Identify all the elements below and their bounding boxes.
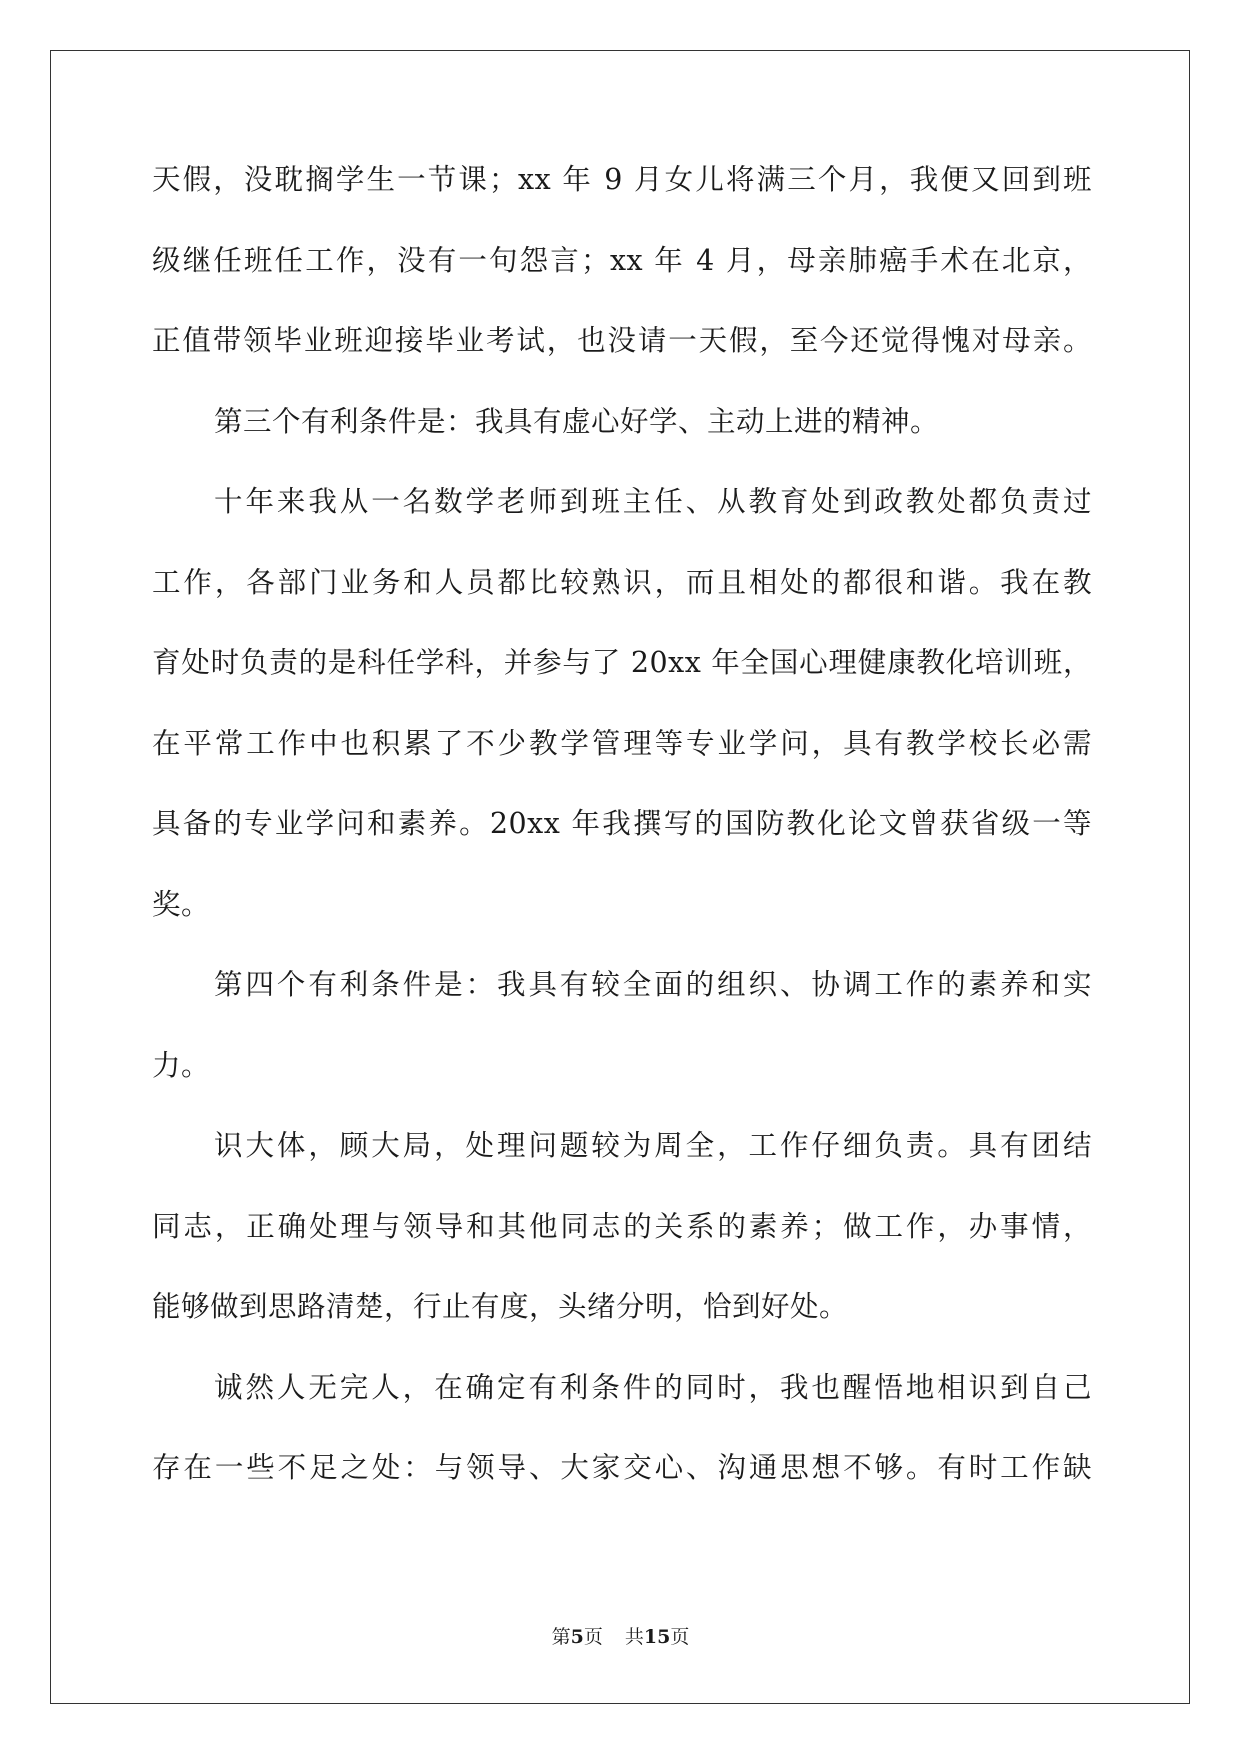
current-page-number: 5	[570, 1626, 584, 1648]
document-body	[152, 160, 1092, 1529]
text-line: 识大体，顾大局，处理问题较为周全，工作仔细负责。具有团结	[214, 1129, 1092, 1162]
text-line: 诚然人无完人，在确定有利条件的同时，我也醒悟地相识到自己	[214, 1370, 1092, 1404]
text-line: 级继任班任工作，没有一句怨言；xx 年 4 月，母亲肺癌手术在北京，	[152, 243, 1092, 277]
text-line: 育处时负责的是科任学科，并参与了 20xx 年全国心理健康教化培训班，	[152, 646, 1092, 679]
page-footer	[0, 1625, 1241, 1649]
paragraph-heading: 第四个有利条件是：我具有较全面的组织、协调工作的素养和实	[214, 968, 1092, 1001]
text-line: 同志，正确处理与领导和其他同志的关系的素养；做工作，办事情，	[152, 1209, 1092, 1243]
footer-page-suffix: 页	[583, 1626, 603, 1648]
footer-total-suffix: 页	[670, 1626, 690, 1648]
total-page-count: 15	[643, 1626, 671, 1648]
text-line: 在平常工作中也积累了不少教学管理等专业学问，具有教学校长必需	[152, 726, 1092, 760]
text-line: 工作，各部门业务和人员都比较熟识，而且相处的都很和谐。我在教	[152, 565, 1092, 599]
text-line: 能够做到思路清楚，行止有度，头绪分明，恰到好处。	[152, 1290, 849, 1323]
footer-prefix: 第	[551, 1626, 571, 1648]
text-line: 存在一些不足之处：与领导、大家交心、沟通思想不够。有时工作缺	[152, 1451, 1092, 1484]
paragraph-heading: 第三个有利条件是：我具有虚心好学、主动上进的精神。	[214, 404, 940, 438]
text-line: 正值带领毕业班迎接毕业考试，也没请一天假，至今还觉得愧对母亲。	[152, 324, 1092, 357]
text-line: 天假，没耽搁学生一节课；xx 年 9 月女儿将满三个月，我便又回到班	[152, 163, 1092, 196]
text-line: 奖。	[152, 887, 211, 921]
text-line: 具备的专业学问和素养。20xx 年我撰写的国防教化论文曾获省级一等	[152, 807, 1092, 840]
text-line: 十年来我从一名数学老师到班主任、从教育处到政教处都负责过	[214, 485, 1092, 518]
footer-total-prefix: 共	[624, 1626, 644, 1648]
text-line: 力。	[152, 1048, 211, 1082]
